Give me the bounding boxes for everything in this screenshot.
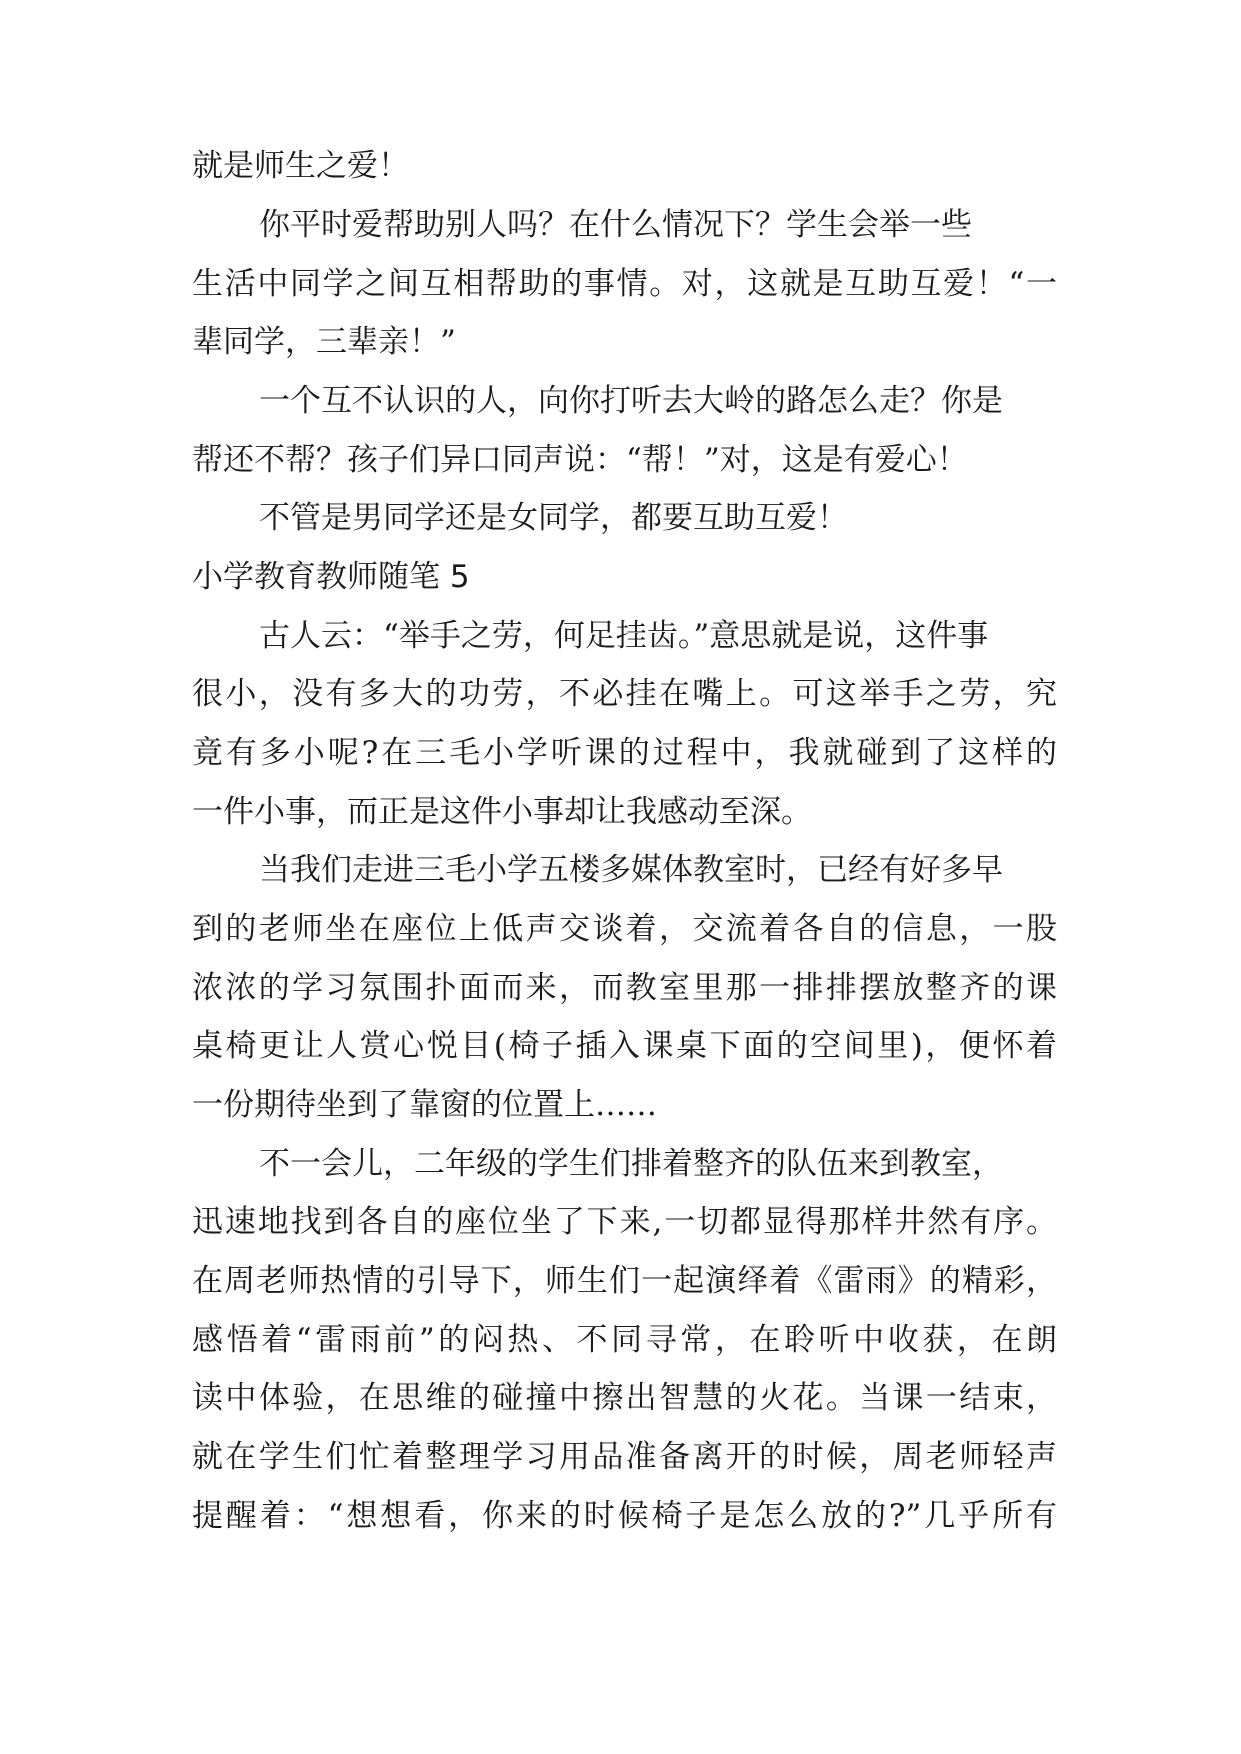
paragraph-line: 到的老师坐在座位上低声交谈着，交流着各自的信息，一股 xyxy=(192,911,1057,947)
paragraph-line: 一件小事，而正是这件小事却让我感动至深。 xyxy=(192,794,812,830)
paragraph-line: 提醒着：“想想看，你来的时候椅子是怎么放的?”几乎所有 xyxy=(192,1498,1057,1534)
paragraph-line: 迅速地找到各自的座位坐了下来,一切都显得那样井然有序。 xyxy=(192,1204,1057,1240)
paragraph-line: 浓浓的学习氛围扑面而来，而教室里那一排排摆放整齐的课 xyxy=(192,970,1057,1006)
paragraph-line: 一份期待坐到了靠窗的位置上…… xyxy=(192,1087,657,1123)
paragraph-line: 生活中同学之间互相帮助的事情。对，这就是互助互爱！“一 xyxy=(192,266,1057,302)
section-heading: 小学教育教师随笔 5 xyxy=(192,559,470,595)
paragraph-line: 很小，没有多大的功劳，不必挂在嘴上。可这举手之劳，究 xyxy=(192,676,1057,712)
paragraph-line: 古人云：“举手之劳，何足挂齿。”意思就是说，这件事 xyxy=(259,618,989,654)
paragraph-line: 读中体验，在思维的碰撞中擦出智慧的火花。当课一结束， xyxy=(192,1380,1057,1416)
paragraph-line: 你平时爱帮助别人吗？在什么情况下？学生会举一些 xyxy=(259,207,972,243)
paragraph-line: 就是师生之爱！ xyxy=(192,148,409,184)
paragraph-line: 一个互不认识的人，向你打听去大岭的路怎么走？你是 xyxy=(259,383,1003,419)
paragraph-line: 帮还不帮？孩子们异口同声说：“帮！”对，这是有爱心！ xyxy=(192,442,968,478)
paragraph-line: 竟有多小呢?在三毛小学听课的过程中，我就碰到了这样的 xyxy=(192,735,1057,771)
paragraph-line: 当我们走进三毛小学五楼多媒体教室时，已经有好多早 xyxy=(259,852,1003,888)
paragraph-line: 在周老师热情的引导下，师生们一起演绎着《雷雨》的精彩， xyxy=(192,1263,1057,1299)
paragraph-line: 不一会儿，二年级的学生们排着整齐的队伍来到教室， xyxy=(259,1146,1003,1182)
paragraph-line: 感悟着“雷雨前”的闷热、不同寻常，在聆听中收获，在朗 xyxy=(192,1322,1057,1358)
paragraph-line: 桌椅更让人赏心悦目(椅子插入课桌下面的空间里)，便怀着 xyxy=(192,1028,1057,1064)
paragraph-line: 辈同学，三辈亲！” xyxy=(192,324,456,360)
paragraph-line: 就在学生们忙着整理学习用品准备离开的时候，周老师轻声 xyxy=(192,1439,1057,1475)
paragraph-line: 不管是男同学还是女同学，都要互助互爱！ xyxy=(259,500,848,536)
